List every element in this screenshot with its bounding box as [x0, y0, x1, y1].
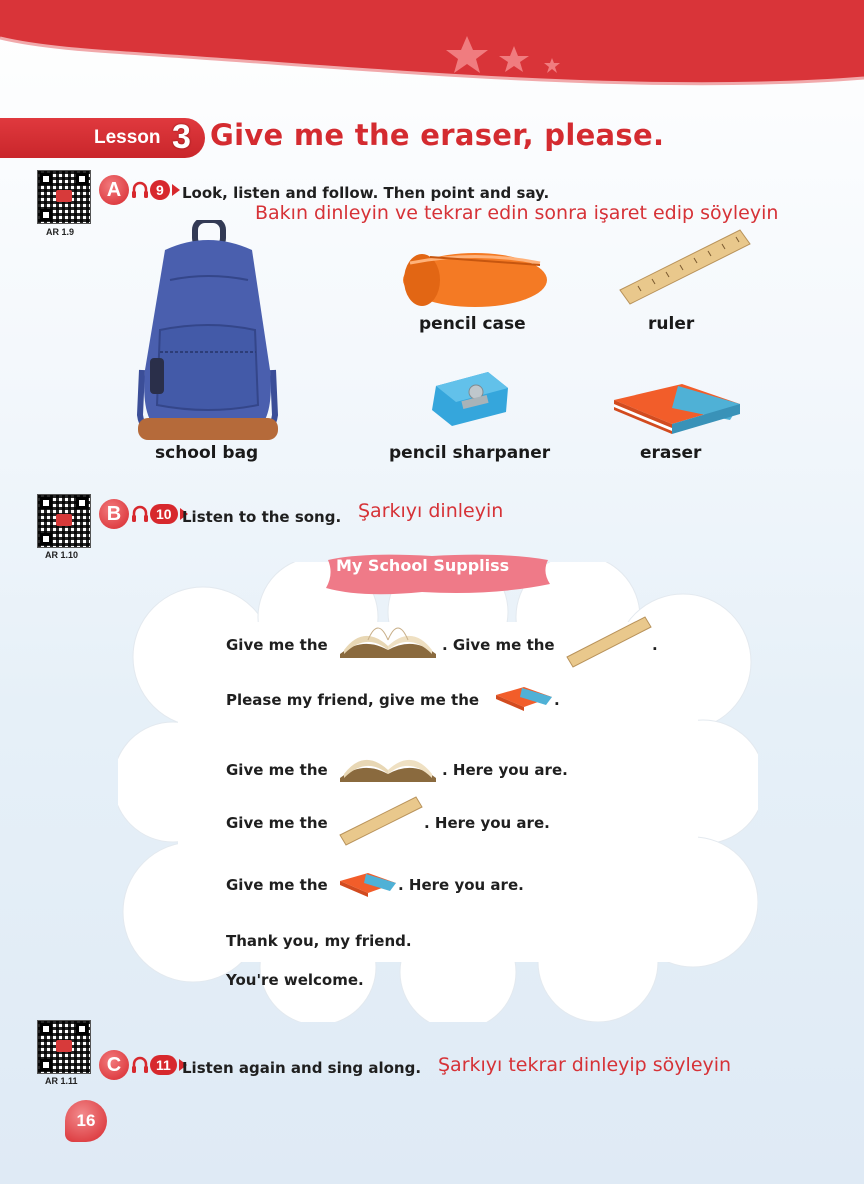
track-number: 11 [150, 1055, 177, 1075]
song-title: My School Suppliss [336, 556, 510, 575]
lesson-number: 3 [172, 118, 191, 156]
header-banner [0, 0, 864, 110]
label-ruler: ruler [648, 314, 695, 334]
lesson-title: Give me the eraser, please. [210, 118, 665, 152]
pencil-case-image [400, 245, 550, 310]
song-cloud [118, 562, 758, 1022]
eraser-icon [338, 871, 398, 899]
track-number: 9 [150, 180, 170, 200]
instruction-c: Listen again and sing along. [182, 1059, 422, 1077]
song-line: . Here you are. [442, 761, 568, 779]
turkish-instruction-c: Şarkıyı tekrar dinleyip söyleyin [438, 1054, 732, 1076]
label-pencil-sharpener: pencil sharpaner [389, 443, 551, 463]
song-line: Give me the [226, 814, 328, 832]
song-line: Give me the [226, 761, 328, 779]
song-line: . [554, 691, 560, 709]
qr-code-icon[interactable] [37, 1020, 91, 1074]
headphones-icon [132, 1055, 148, 1075]
section-badge-c: C [99, 1050, 129, 1080]
audio-track-button[interactable] [132, 502, 188, 526]
qr-code-icon[interactable] [37, 170, 91, 224]
eraser-icon [494, 685, 554, 713]
instruction-a: Look, listen and follow. Then point and say. [182, 184, 550, 202]
audio-track-button[interactable] [132, 178, 180, 202]
book-icon [338, 734, 438, 784]
audio-track-button[interactable] [132, 1053, 187, 1077]
track-number: 10 [150, 504, 178, 524]
song-line: . Here you are. [398, 876, 524, 894]
label-pencil-case: pencil case [419, 314, 526, 334]
qr-code-icon[interactable] [37, 494, 91, 548]
play-icon [172, 184, 180, 196]
song-line: Give me the [226, 876, 328, 894]
pencil-sharpener-image [428, 368, 513, 428]
ruler-image [618, 228, 753, 308]
headphones-icon [132, 180, 148, 200]
ar-label: AR 1.10 [45, 550, 79, 560]
song-line: . Here you are. [424, 814, 550, 832]
ar-label: AR 1.11 [45, 1076, 78, 1086]
song-line: . Give me the [442, 636, 555, 654]
song-line: You're welcome. [226, 971, 364, 989]
song-line: Please my friend, give me the [226, 691, 480, 709]
school-bag-image [130, 220, 285, 440]
ruler-icon [565, 615, 653, 670]
section-badge-a: A [99, 175, 129, 205]
turkish-instruction-a: Bakın dinleyin ve tekrar edin sonra işaret edip söyleyin [255, 202, 779, 224]
label-school-bag: school bag [155, 443, 259, 463]
headphones-icon [132, 504, 148, 524]
song-line: Thank you, my friend. [226, 932, 412, 950]
lesson-label: Lesson [94, 127, 161, 148]
book-icon [338, 610, 438, 660]
ar-label: AR 1.9 [46, 227, 75, 237]
section-badge-b: B [99, 499, 129, 529]
song-line: Give me the [226, 636, 328, 654]
label-eraser: eraser [640, 443, 702, 463]
page-number: 16 [65, 1100, 107, 1142]
ruler-icon [338, 795, 424, 847]
song-line: . [652, 636, 658, 654]
instruction-b: Listen to the song. [182, 508, 342, 526]
eraser-image [612, 378, 744, 440]
turkish-instruction-b: Şarkıyı dinleyin [358, 500, 504, 522]
